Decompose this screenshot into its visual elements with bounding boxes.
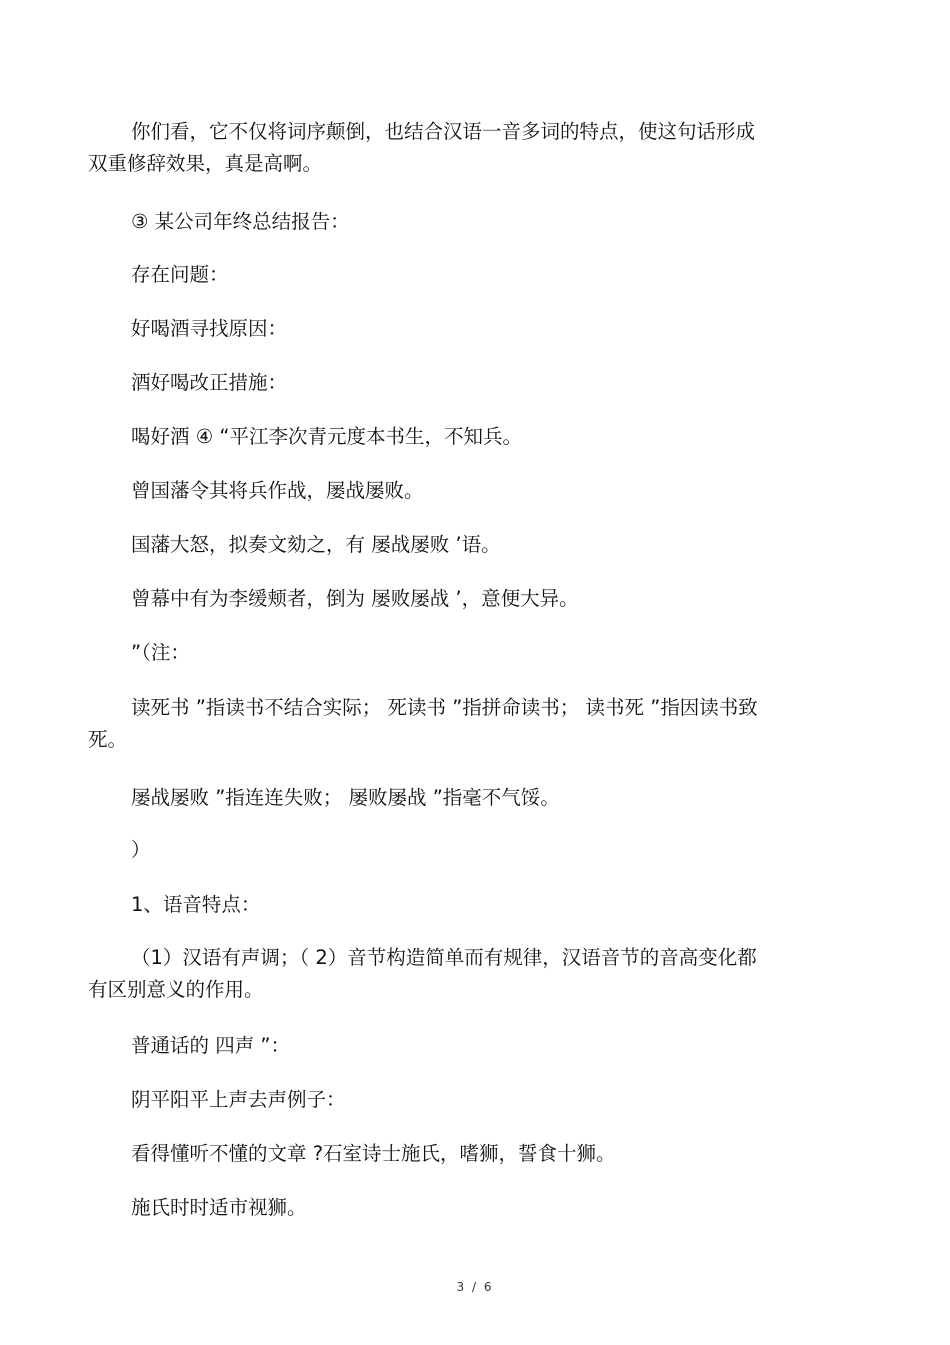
paragraph-1 [88, 116, 833, 180]
paragraph-8 [88, 529, 833, 561]
paragraph-line: 好喝酒寻找原因： [131, 317, 288, 340]
paragraph-line: 1、语音特点： [131, 893, 261, 916]
paragraph-line: 双重修辞效果，真是高啊。 [88, 152, 323, 175]
paragraph-line: （1）汉语有声调；（ 2）音节构造简单而有规律，汉语音节的音高变化都 [131, 946, 757, 969]
paragraph-13 [88, 834, 833, 866]
paragraph-line: ”（注： [131, 641, 190, 664]
paragraph-line: 屡战屡败 ”指连连失败； 屡败屡战 ”指毫不气馁。 [131, 786, 560, 809]
paragraph-9 [88, 583, 833, 615]
paragraph-14 [88, 889, 833, 921]
paragraph-line: 死。 [88, 728, 128, 751]
paragraph-15 [88, 942, 833, 1006]
paragraph-line: 阴平阳平上声去声例子： [131, 1088, 346, 1111]
page-number: 3 / 6 [456, 1280, 494, 1294]
paragraph-line: 喝好酒 ④ “平江李次青元度本书生，不知兵。 [131, 425, 522, 448]
paragraph-line: 存在问题： [131, 263, 229, 286]
paragraph-line: 曾幕中有为李缓颊者，倒为 屡败屡战 ’，意便大异。 [131, 587, 579, 610]
paragraph-line: 施氏时时适市视狮。 [131, 1196, 307, 1219]
paragraph-line: 普通话的 四声 ”： [131, 1034, 290, 1057]
paragraph-2 [88, 206, 833, 238]
paragraph-17 [88, 1084, 833, 1116]
paragraph-7 [88, 475, 833, 507]
paragraph-line: 曾国藩令其将兵作战，屡战屡败。 [131, 479, 424, 502]
paragraph-10 [88, 637, 833, 669]
paragraph-3 [88, 259, 833, 291]
paragraph-line: 国藩大怒，拟奏文劾之，有 屡战屡败 ’语。 [131, 533, 501, 556]
paragraph-line: 你们看，它不仅将词序颠倒，也结合汉语一音多词的特点，使这句话形成 [131, 120, 756, 143]
paragraph-19 [88, 1192, 833, 1224]
paragraph-11 [88, 692, 833, 756]
paragraph-4 [88, 313, 833, 345]
paragraph-5 [88, 367, 833, 399]
paragraph-line: ③ 某公司年终总结报告： [131, 210, 350, 233]
paragraph-6 [88, 421, 833, 453]
paragraph-12 [88, 782, 833, 814]
paragraph-line: ） [131, 838, 151, 861]
paragraph-16 [88, 1030, 833, 1062]
paragraph-line: 读死书 ”指读书不结合实际； 死读书 ”指拼命读书； 读书死 ”指因读书致 [131, 696, 758, 719]
paragraph-line: 有区别意义的作用。 [88, 978, 264, 1001]
paragraph-line: 酒好喝改正措施： [131, 371, 288, 394]
paragraph-line: 看得懂听不懂的文章 ?石室诗士施氏，嗜狮，誓食十狮。 [131, 1142, 616, 1165]
paragraph-18 [88, 1138, 833, 1170]
